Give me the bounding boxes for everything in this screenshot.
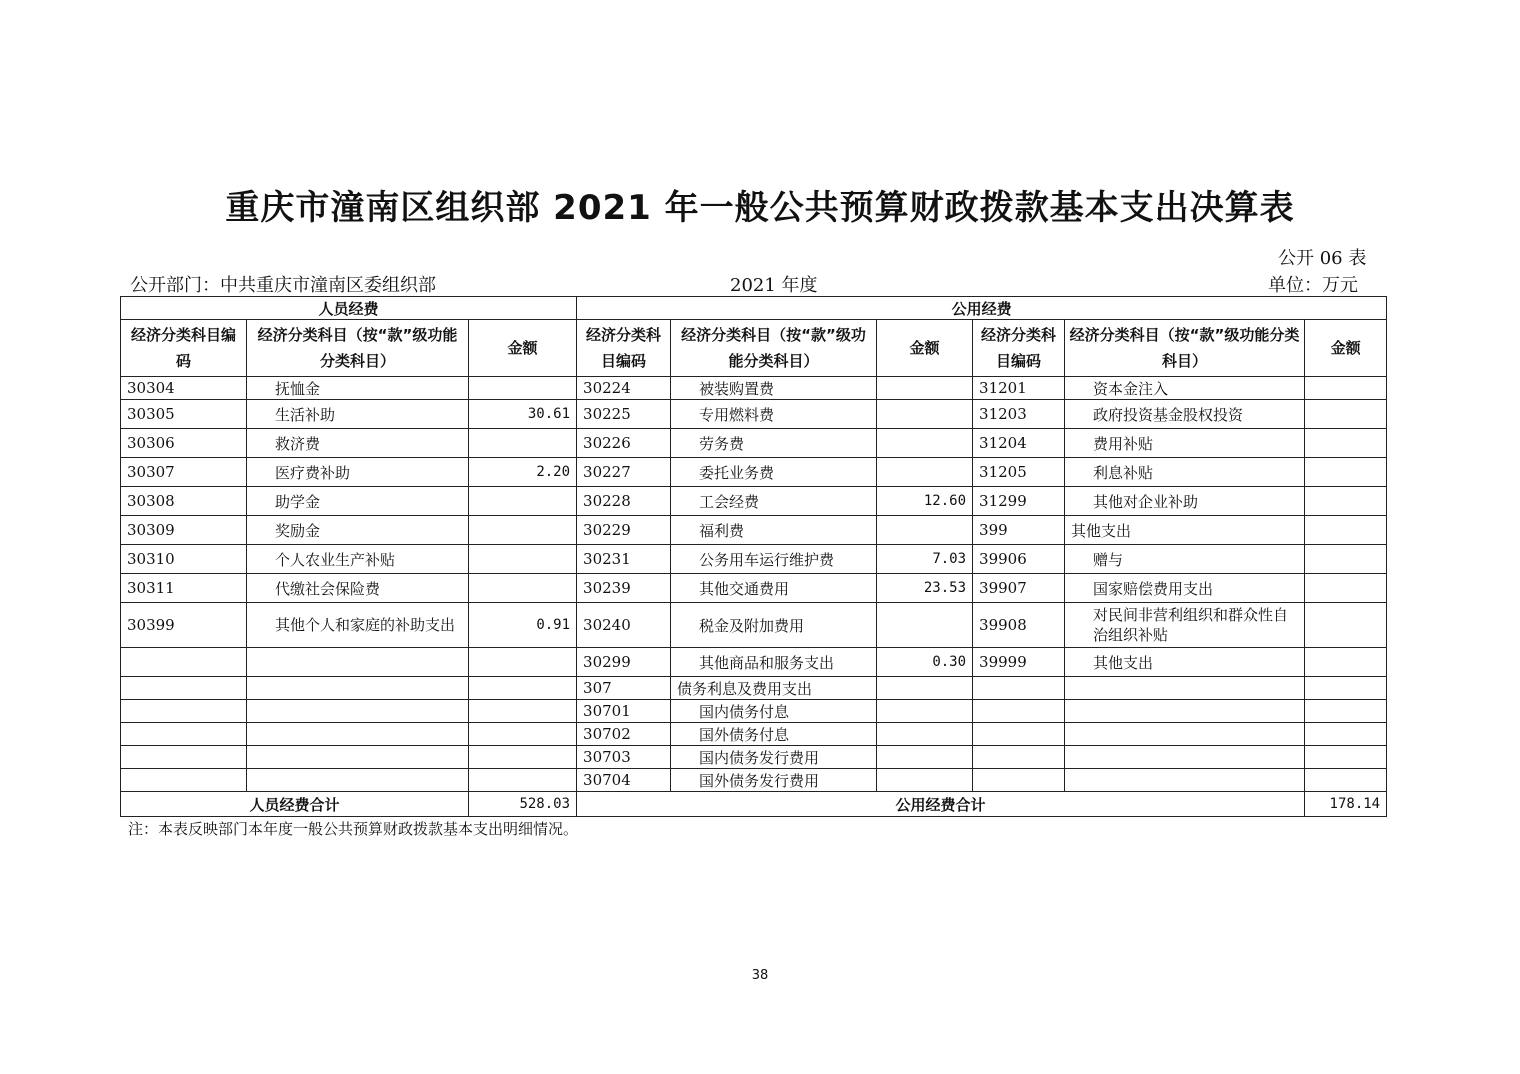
name-cell: 奖励金 (247, 516, 469, 545)
amount-cell (1305, 487, 1387, 516)
name-cell: 个人农业生产补贴 (247, 545, 469, 574)
code-cell: 30307 (121, 458, 247, 487)
table-row (121, 458, 1387, 487)
code-cell: 30240 (577, 603, 671, 648)
code-cell: 31201 (973, 377, 1065, 400)
section-personnel: 人员经费 (121, 297, 577, 320)
name-cell: 公务用车运行维护费 (671, 545, 877, 574)
amount-cell (877, 769, 973, 792)
amount-cell: 0.30 (877, 648, 973, 677)
table-row (121, 377, 1387, 400)
code-cell (973, 677, 1065, 700)
name-cell (247, 648, 469, 677)
table-row (121, 487, 1387, 516)
code-cell: 30310 (121, 545, 247, 574)
name-cell: 国内债务付息 (671, 700, 877, 723)
code-cell: 31299 (973, 487, 1065, 516)
amount-cell (877, 603, 973, 648)
header-code: 经济分类科目编码 (577, 320, 671, 377)
amount-cell (469, 574, 577, 603)
amount-cell (1305, 574, 1387, 603)
code-cell: 30309 (121, 516, 247, 545)
name-cell: 其他支出 (1065, 648, 1305, 677)
personnel-total-value: 528.03 (469, 792, 577, 817)
table-row (121, 723, 1387, 746)
amount-cell (469, 746, 577, 769)
table-row (121, 545, 1387, 574)
name-cell: 代缴社会保险费 (247, 574, 469, 603)
name-cell: 生活补助 (247, 400, 469, 429)
amount-cell (1305, 458, 1387, 487)
name-cell: 税金及附加费用 (671, 603, 877, 648)
amount-cell (1305, 648, 1387, 677)
table-row (121, 429, 1387, 458)
amount-cell (469, 429, 577, 458)
table-row (121, 648, 1387, 677)
table-row (121, 746, 1387, 769)
name-cell (1065, 700, 1305, 723)
code-cell (121, 746, 247, 769)
header-code: 经济分类科目编码 (973, 320, 1065, 377)
amount-cell (1305, 603, 1387, 648)
amount-cell (469, 769, 577, 792)
name-cell (247, 769, 469, 792)
name-cell: 其他交通费用 (671, 574, 877, 603)
amount-cell (1305, 746, 1387, 769)
table-row (121, 400, 1387, 429)
code-cell: 30231 (577, 545, 671, 574)
department-label: 公开部门：中共重庆市潼南区委组织部 (130, 275, 436, 296)
code-cell: 30399 (121, 603, 247, 648)
name-cell: 委托业务费 (671, 458, 877, 487)
code-cell (121, 700, 247, 723)
code-cell (121, 648, 247, 677)
amount-cell (1305, 677, 1387, 700)
code-cell: 30304 (121, 377, 247, 400)
amount-cell (469, 700, 577, 723)
amount-cell (877, 677, 973, 700)
name-cell: 其他支出 (1065, 516, 1305, 545)
name-cell: 工会经费 (671, 487, 877, 516)
name-cell (247, 677, 469, 700)
name-cell: 国外债务发行费用 (671, 769, 877, 792)
code-cell: 39907 (973, 574, 1065, 603)
code-cell: 31203 (973, 400, 1065, 429)
name-cell: 国家赔偿费用支出 (1065, 574, 1305, 603)
amount-cell (1305, 769, 1387, 792)
code-cell: 31205 (973, 458, 1065, 487)
name-cell (247, 700, 469, 723)
code-cell: 30225 (577, 400, 671, 429)
name-cell: 福利费 (671, 516, 877, 545)
expenditure-table (120, 296, 1386, 817)
amount-cell: 30.61 (469, 400, 577, 429)
table-number: 公开 06 表 (1278, 248, 1367, 269)
name-cell: 费用补贴 (1065, 429, 1305, 458)
name-cell (247, 746, 469, 769)
header-name: 经济分类科目（按“款”级功能分类科目） (671, 320, 877, 377)
amount-cell (1305, 429, 1387, 458)
table-row (121, 516, 1387, 545)
name-cell: 被装购置费 (671, 377, 877, 400)
amount-cell (469, 487, 577, 516)
amount-cell: 2.20 (469, 458, 577, 487)
amount-cell (1305, 400, 1387, 429)
year-label: 2021 年度 (730, 275, 818, 296)
name-cell: 专用燃料费 (671, 400, 877, 429)
name-cell: 助学金 (247, 487, 469, 516)
page-number: 38 (751, 968, 769, 983)
code-cell (121, 723, 247, 746)
code-cell: 30299 (577, 648, 671, 677)
amount-cell (877, 723, 973, 746)
amount-cell (469, 377, 577, 400)
amount-cell: 0.91 (469, 603, 577, 648)
code-cell: 30239 (577, 574, 671, 603)
amount-cell (877, 458, 973, 487)
amount-cell (1305, 700, 1387, 723)
code-cell: 30305 (121, 400, 247, 429)
amount-cell (877, 377, 973, 400)
section-public: 公用经费 (577, 297, 1387, 320)
code-cell: 307 (577, 677, 671, 700)
header-amount: 金额 (1305, 320, 1387, 377)
amount-cell (469, 723, 577, 746)
personnel-total-label: 人员经费合计 (121, 792, 469, 817)
amount-cell: 7.03 (877, 545, 973, 574)
table-row (121, 677, 1387, 700)
code-cell (973, 723, 1065, 746)
footnote: 注：本表反映部门本年度一般公共预算财政拨款基本支出明细情况。 (128, 820, 579, 838)
code-cell: 30311 (121, 574, 247, 603)
code-cell (973, 746, 1065, 769)
code-cell: 399 (973, 516, 1065, 545)
amount-cell (1305, 377, 1387, 400)
amount-cell: 23.53 (877, 574, 973, 603)
header-amount: 金额 (877, 320, 973, 377)
code-cell (973, 769, 1065, 792)
amount-cell (877, 700, 973, 723)
table-row (121, 603, 1387, 648)
public-total-value: 178.14 (1305, 792, 1387, 817)
amount-cell (877, 746, 973, 769)
code-cell: 30226 (577, 429, 671, 458)
name-cell: 赠与 (1065, 545, 1305, 574)
amount-cell (877, 429, 973, 458)
name-cell: 医疗费补助 (247, 458, 469, 487)
header-name: 经济分类科目（按“款”级功能分类科目） (247, 320, 469, 377)
code-cell: 30702 (577, 723, 671, 746)
name-cell (247, 723, 469, 746)
name-cell: 国外债务付息 (671, 723, 877, 746)
table-row (121, 769, 1387, 792)
code-cell: 30229 (577, 516, 671, 545)
code-cell: 30704 (577, 769, 671, 792)
public-total-label: 公用经费合计 (577, 792, 1305, 817)
header-code: 经济分类科目编码 (121, 320, 247, 377)
amount-cell: 12.60 (877, 487, 973, 516)
amount-cell (1305, 516, 1387, 545)
amount-cell (469, 545, 577, 574)
name-cell: 国内债务发行费用 (671, 746, 877, 769)
code-cell: 39906 (973, 545, 1065, 574)
name-cell: 救济费 (247, 429, 469, 458)
unit-label: 单位：万元 (1268, 275, 1358, 296)
name-cell (1065, 723, 1305, 746)
code-cell (121, 677, 247, 700)
name-cell (1065, 746, 1305, 769)
header-name: 经济分类科目（按“款”级功能分类科目） (1065, 320, 1305, 377)
amount-cell (877, 516, 973, 545)
amount-cell (469, 516, 577, 545)
header-amount: 金额 (469, 320, 577, 377)
name-cell: 资本金注入 (1065, 377, 1305, 400)
name-cell (1065, 769, 1305, 792)
code-cell: 30308 (121, 487, 247, 516)
amount-cell (1305, 723, 1387, 746)
code-cell: 30224 (577, 377, 671, 400)
code-cell: 30703 (577, 746, 671, 769)
amount-cell (469, 677, 577, 700)
name-cell: 劳务费 (671, 429, 877, 458)
code-cell: 30306 (121, 429, 247, 458)
code-cell: 39908 (973, 603, 1065, 648)
code-cell: 39999 (973, 648, 1065, 677)
code-cell (973, 700, 1065, 723)
table-row (121, 700, 1387, 723)
amount-cell (877, 400, 973, 429)
code-cell (121, 769, 247, 792)
name-cell: 抚恤金 (247, 377, 469, 400)
amount-cell (469, 648, 577, 677)
amount-cell (1305, 545, 1387, 574)
name-cell: 对民间非营利组织和群众性自治组织补贴 (1065, 603, 1305, 648)
name-cell: 其他个人和家庭的补助支出 (247, 603, 469, 648)
code-cell: 31204 (973, 429, 1065, 458)
name-cell: 其他商品和服务支出 (671, 648, 877, 677)
name-cell: 利息补贴 (1065, 458, 1305, 487)
code-cell: 30227 (577, 458, 671, 487)
name-cell: 其他对企业补助 (1065, 487, 1305, 516)
name-cell: 政府投资基金股权投资 (1065, 400, 1305, 429)
page-title: 重庆市潼南区组织部 2021 年一般公共预算财政拨款基本支出决算表 (225, 188, 1295, 228)
name-cell (1065, 677, 1305, 700)
code-cell: 30701 (577, 700, 671, 723)
table-row (121, 574, 1387, 603)
name-cell: 债务利息及费用支出 (671, 677, 877, 700)
code-cell: 30228 (577, 487, 671, 516)
